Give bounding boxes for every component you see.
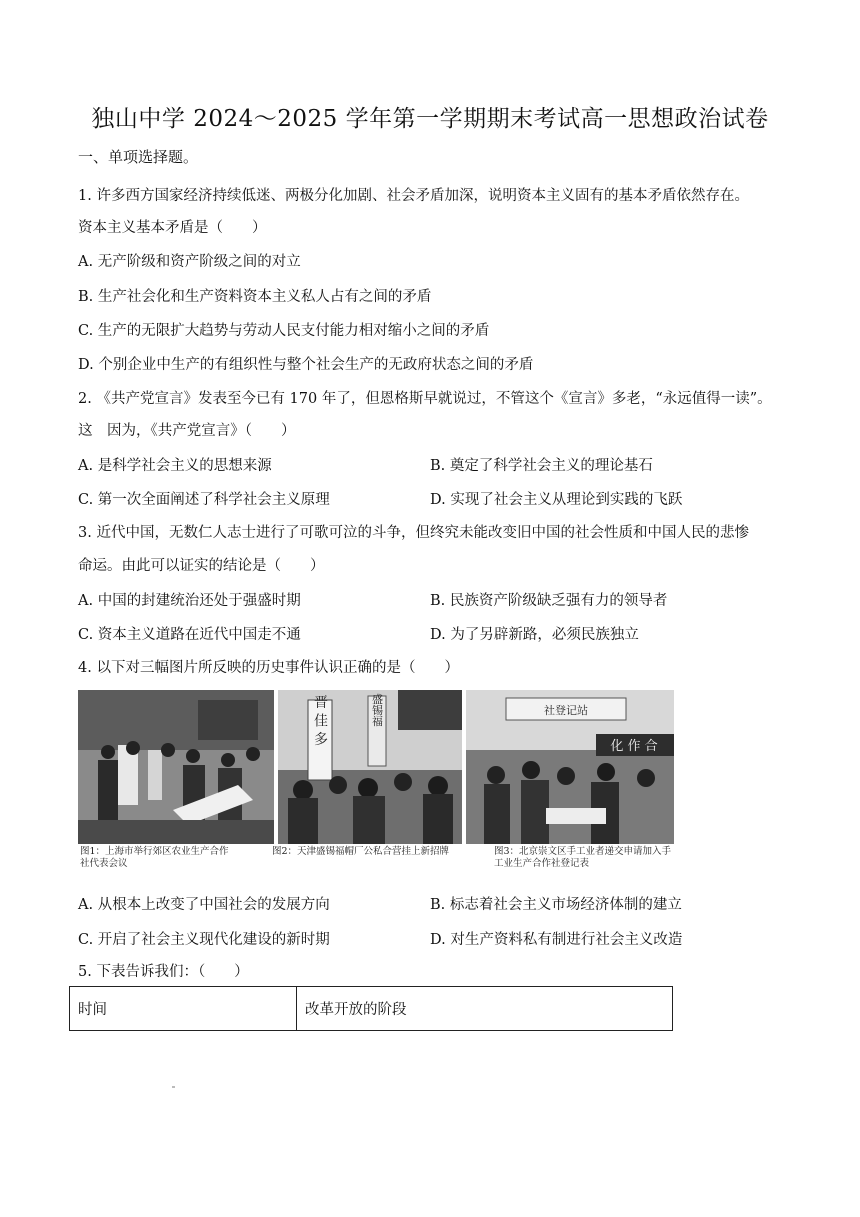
q5-stem: 5. 下表告诉我们：（ ）	[78, 964, 249, 980]
photo-3-caption: 图3：北京崇文区手工业者递交申请加入手工业生产合作社登记表	[494, 846, 672, 869]
table-header-time: 时间	[70, 987, 297, 1031]
q2-stem-line2: 这 因为，《共产党宣言》（ ）	[78, 423, 296, 439]
photo-2-caption: 图2：天津盛锡福帽厂公私合营挂上新招牌	[272, 846, 450, 857]
page-title: 独山中学 2024～2025 学年第一学期期末考试高一思想政治试卷	[91, 106, 769, 132]
photo-3	[466, 690, 674, 844]
photo3-sign-text: 社登记站	[544, 704, 588, 717]
q3-stem-line1: 3. 近代中国，无数仁人志士进行了可歌可泣的斗争，但终究未能改变旧中国的社会性质和中国人民的悲惨	[78, 525, 749, 541]
q3-option-a: A. 中国的封建统治还处于强盛时期	[78, 593, 301, 609]
q5-table	[69, 986, 673, 1031]
table-row	[70, 987, 673, 1031]
photo-1-caption: 图1：上海市举行郊区农业生产合作社代表会议	[80, 846, 229, 869]
q4-option-b: B. 标志着社会主义市场经济体制的建立	[430, 897, 682, 913]
photo2-sign2-text: 盛锡福	[370, 693, 384, 727]
q4-option-a: A. 从根本上改变了中国社会的发展方向	[78, 897, 330, 913]
q2-option-c: C. 第一次全面阐述了科学社会主义原理	[78, 492, 330, 508]
q1-option-a: A. 无产阶级和资产阶级之间的对立	[78, 254, 301, 270]
q1-stem-line2: 资本主义基本矛盾是（ ）	[78, 220, 267, 236]
q1-stem-line1: 1. 许多西方国家经济持续低迷、两极分化加剧、社会矛盾加深，说明资本主义固有的基本矛盾依然存在。	[78, 188, 749, 204]
photo-1	[78, 690, 274, 844]
q3-stem-line2: 命运。由此可以证实的结论是（ ）	[78, 558, 325, 574]
photo3-banner-text: 化 作 合	[610, 739, 658, 754]
q4-photo-strip	[78, 690, 674, 870]
table-header-stage: 改革开放的阶段	[297, 987, 673, 1031]
q3-option-d: D. 为了另辟新路，必须民族独立	[430, 627, 639, 643]
photo2-sign-text: 晋 佳 多	[312, 694, 328, 746]
q3-option-c: C. 资本主义道路在近代中国走不通	[78, 627, 301, 643]
q2-option-b: B. 奠定了科学社会主义的理论基石	[430, 458, 653, 474]
q2-option-a: A. 是科学社会主义的思想来源	[78, 458, 272, 474]
q4-stem: 4. 以下对三幅图片所反映的历史事件认识正确的是（ ）	[78, 660, 459, 676]
q2-stem-line1: 2. 《共产党宣言》发表至今已有 170 年了，但恩格斯早就说过，不管这个《宣言》多老，“永远值得一读”。	[78, 391, 772, 407]
q1-option-b: B. 生产社会化和生产资料资本主义私人占有之间的矛盾	[78, 289, 432, 305]
q4-option-d: D. 对生产资料私有制进行社会主义改造	[430, 932, 683, 948]
q1-option-d: D. 个别企业中生产的有组织性与整个社会生产的无政府状态之间的矛盾	[78, 357, 534, 373]
section-heading: 一、单项选择题。	[78, 148, 199, 166]
q4-option-c: C. 开启了社会主义现代化建设的新时期	[78, 932, 330, 948]
q1-option-c: C. 生产的无限扩大趋势与劳动人民支付能力相对缩小之间的矛盾	[78, 323, 490, 339]
photo-2	[278, 690, 462, 844]
q2-option-d: D. 实现了社会主义从理论到实践的飞跃	[430, 492, 683, 508]
q3-option-b: B. 民族资产阶级缺乏强有力的领导者	[430, 593, 668, 609]
scan-speck	[172, 1086, 175, 1088]
